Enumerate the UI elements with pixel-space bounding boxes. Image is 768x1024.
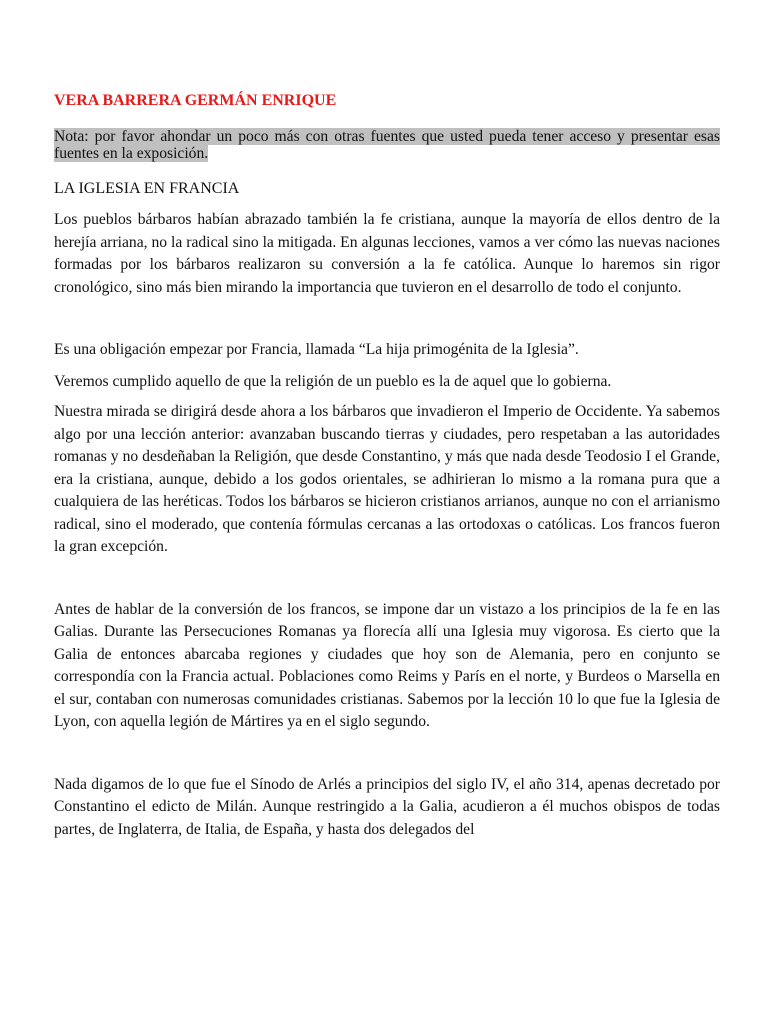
paragraph: Nada digamos de lo que fue el Sínodo de Arlés a principios del siglo IV, el año 314, apenas decretado por Constantino el edicto de Milán. Aunque restringido a la Galia, acudieron a él muchos obispos de todas partes, de Inglaterra, de Italia, de España, y hasta dos delegados del xyxy=(54,775,720,838)
paragraph: Antes de hablar de la conversión de los francos, se impone dar un vistazo a los principios de la fe en las Galias. Durante las Persecuciones Romanas ya florecía allí una Iglesia muy vigorosa. Es cierto que la Galia de entonces abarcaba regiones y ciudades que hoy son de Alemania, pero en conjunto se correspondía con la Francia actual. Poblaciones como Reims y París en el norte, y Burdeos o Marsella en el sur, contaban con numerosas comunidades cristianas. Sabemos por la lección 10 lo que fue la Iglesia de Lyon, con aquella legión de Mártires ya en el siglo segundo. xyxy=(54,600,720,730)
section-heading: LA IGLESIA EN FRANCIA xyxy=(54,180,240,197)
note-text: Nota: por favor ahondar un poco más con otras fuentes que usted pueda tener acceso y presentar esas fuentes en la exposición. xyxy=(54,128,720,162)
highlighted-note xyxy=(54,128,720,162)
document-title: VERA BARRERA GERMÁN ENRIQUE xyxy=(54,92,337,109)
paragraph: Es una obligación empezar por Francia, llamada “La hija primogénita de la Iglesia”. xyxy=(54,341,579,358)
paragraph: Nuestra mirada se dirigirá desde ahora a los bárbaros que invadieron el Imperio de Occidente. Ya sabemos algo por una lección anterior: avanzaban buscando tierras y ciudades, pero respetaban a las autoridades romanas y no desdeñaban la Religión, que desde Constantino, y más que nada desde Teodosio I el Grande, era la cristiana, aunque, debido a los godos orientales, se adhirieran lo mismo a la romana pura que a cualquiera de las heréticas. Todos los bárbaros se hicieron cristianos arrianos, aunque no con el arrianismo radical, sino el moderado, que contenía fórmulas cercanas a las ortodoxas o católicas. Los francos fueron la gran excepción. xyxy=(54,403,720,555)
paragraph: Veremos cumplido aquello de que la religión de un pueblo es la de aquel que lo gobierna. xyxy=(54,372,612,390)
paragraph: Los pueblos bárbaros habían abrazado también la fe cristiana, aunque la mayoría de ellos dentro de la herejía arriana, no la radical sino la mitigada. En algunas lecciones, vamos a ver cómo las nuevas naciones formadas por los bárbaros realizaron su conversión a la fe católica. Aunque lo haremos sin rigor cronológico, sino más bien mirando la importancia que tuvieron en el desarrollo de todo el conjunto. xyxy=(54,211,720,296)
document-page xyxy=(54,91,720,849)
